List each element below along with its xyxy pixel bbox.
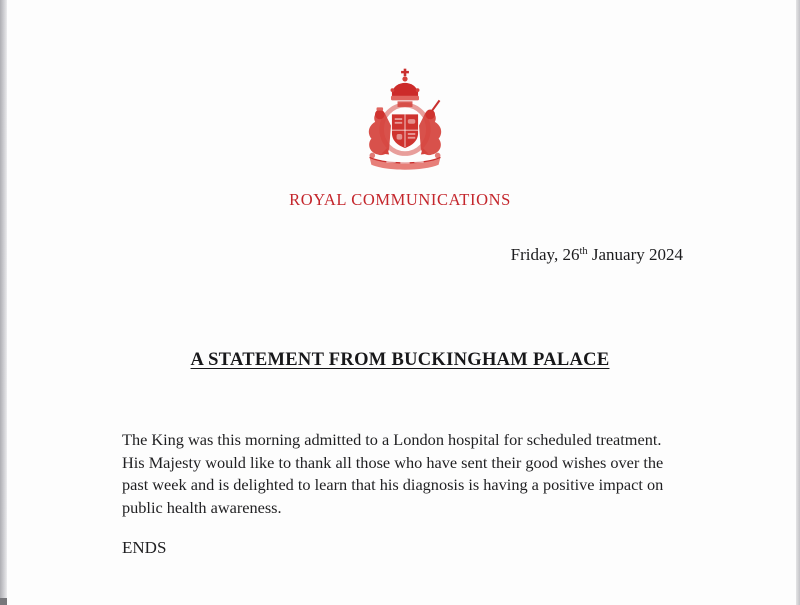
statement-body-line: His Majesty would like to thank all those who have sent their good wishes over the (122, 452, 664, 472)
date-ordinal-suffix: th (579, 246, 588, 257)
ends-label: ENDS (122, 538, 167, 557)
statement-headline: A STATEMENT FROM BUCKINGHAM PALACE (190, 350, 610, 370)
page-left-edge (0, 0, 7, 605)
statement-body-line: past week and is delighted to learn that his diagnosis is having a positive impact on (122, 475, 664, 495)
date-suffix: January 2024 (587, 245, 683, 264)
statement-body (122, 429, 682, 519)
org-name: ROYAL COMMUNICATIONS (289, 190, 511, 209)
royal-coat-of-arms-icon (349, 66, 461, 174)
page-right-edge (796, 0, 800, 605)
statement-body-line: The King was this morning admitted to a London hospital for scheduled treatment. (122, 430, 662, 449)
date-prefix: Friday, 26 (510, 245, 580, 264)
statement-body-line: public health awareness. (122, 497, 282, 517)
date-line (511, 245, 683, 265)
